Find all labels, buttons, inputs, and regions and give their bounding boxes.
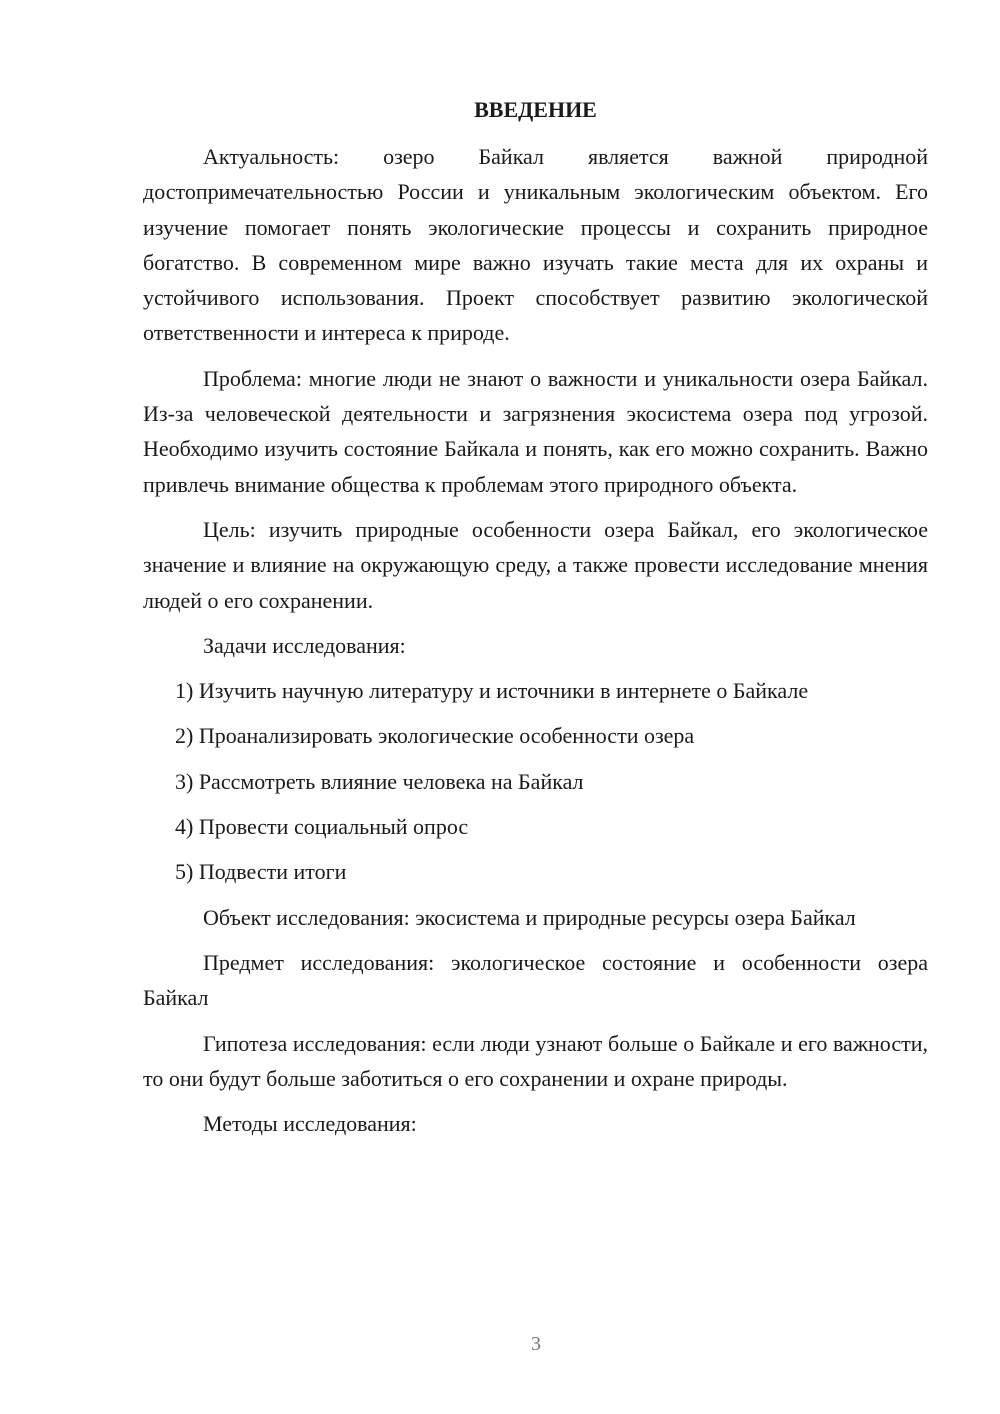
task-item: 2) Проанализировать экологические особенности озера — [175, 723, 695, 749]
paragraph-relevance: Актуальность: озеро Байкал является важной природной достопримечательностью России и уникальным экологическим объектом. Его изучение помогает понять экологические процессы и сохранить природное богатство. В современном мире важно изучать такие места для их охраны и устойчивого использования. Проект способствует развитию экологической ответственности и интереса к природе. — [143, 144, 928, 346]
task-item: 4) Провести социальный опрос — [175, 814, 469, 840]
tasks-list — [143, 673, 928, 889]
task-item: 3) Рассмотреть влияние человека на Байкал — [175, 768, 584, 794]
document-page — [143, 92, 928, 1151]
paragraph-subject: Предмет исследования: экологическое состояние и особенности озера Байкал — [143, 949, 928, 1011]
methods-label: Методы исследования: — [203, 1111, 417, 1137]
paragraph-hypothesis: Гипотеза исследования: если люди узнают больше о Байкале и его важности, то они будут больше заботиться о его сохранении и охране природы. — [143, 1030, 928, 1091]
task-item: 1) Изучить научную литературу и источники в интернете о Байкале — [175, 678, 809, 704]
section-heading: ВВЕДЕНИЕ — [474, 97, 597, 122]
page-number: 3 — [531, 1333, 541, 1355]
task-item: 5) Подвести итоги — [175, 859, 347, 885]
paragraph-problem: Проблема: многие люди не знают о важности и уникальности озера Байкал. Из-за человеческой деятельности и загрязнения экосистема озера под угрозой. Необходимо изучить состояние Байкала и понять, как его можно сохранить. Важно привлечь внимание общества к проблемам этого природного объекта. — [143, 365, 928, 497]
paragraph-object: Объект исследования: экосистема и природные ресурсы озера Байкал — [203, 904, 856, 930]
tasks-label: Задачи исследования: — [203, 632, 406, 658]
paragraph-goal: Цель: изучить природные особенности озера Байкал, его экологическое значение и влияние на окружающую среду, а также провести исследование мнения людей о его сохранении. — [143, 516, 928, 613]
